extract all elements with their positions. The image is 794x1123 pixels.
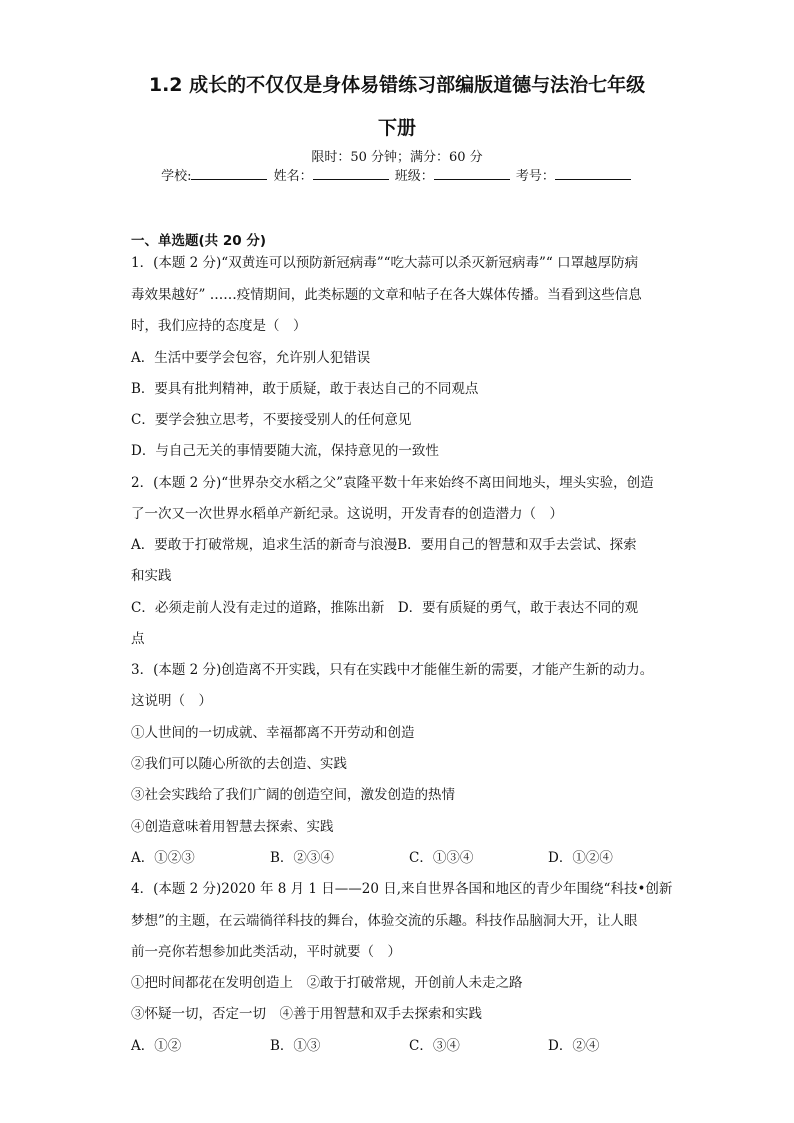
question-3-statement: ①人世间的一切成就、幸福都离不开劳动和创造 — [131, 725, 415, 741]
question-2-option-cd[interactable]: C．必须走前人没有走过的道路，推陈出新 D．要有质疑的勇气，敢于表达不同的观 — [131, 600, 639, 616]
question-4-option-c[interactable]: C．③④ — [409, 1038, 460, 1054]
question-3-statement: ③社会实践给了我们广阔的创造空间，激发创造的热情 — [131, 787, 455, 803]
question-1-line: 毒效果越好” ……疫情期间，此类标题的文章和帖子在各大媒体传播。当看到这些信息 — [131, 287, 642, 303]
question-3-option-a[interactable]: A．①②③ — [131, 850, 195, 866]
question-3-statement: ④创造意味着用智慧去探索、实践 — [131, 819, 334, 835]
school-label: 学校: — [161, 169, 192, 184]
question-2-option-b-cont[interactable]: 和实践 — [131, 568, 172, 584]
question-2-option-ab[interactable]: A．要敢于打破常规，追求生活的新奇与浪漫B．要用自己的智慧和双手去尝试、探索 — [131, 537, 637, 553]
question-1-option-d[interactable]: D．与自己无关的事情要随大流，保持意见的一致性 — [131, 443, 439, 459]
question-4-statement: ①把时间都花在发明创造上 ②敢于打破常规，开创前人未走之路 — [131, 975, 523, 991]
question-2-line: 了一次又一次世界水稻单产新纪录。这说明，开发青春的创造潜力（ ） — [131, 506, 563, 522]
student-info-fields — [0, 165, 794, 184]
question-1-option-a[interactable]: A．生活中要学会包容，允许别人犯错误 — [131, 350, 371, 366]
school-blank[interactable] — [191, 167, 267, 180]
question-3-line: 3．(本题 2 分)创造离不开实践，只有在实践中才能催生新的需要，才能产生新的动力。 — [131, 662, 654, 678]
question-3-option-d[interactable]: D．①②④ — [548, 850, 613, 866]
question-2-line: 2．(本题 2 分)“世界杂交水稻之父”袁隆平数十年来始终不离田间地头，埋头实验，创造 — [131, 475, 654, 491]
name-blank[interactable] — [313, 167, 389, 180]
question-3-option-b[interactable]: B．②③④ — [270, 850, 334, 866]
exam-limits: 限时：50 分钟；满分：60 分 — [311, 150, 483, 165]
question-1-line: 时，我们应持的态度是（ ） — [131, 318, 307, 334]
section-title: 一、单选题(共 20 分) — [131, 233, 267, 249]
class-label: 班级： — [394, 169, 434, 184]
question-3-statement: ②我们可以随心所欲的去创造、实践 — [131, 756, 347, 772]
question-4-line: 梦想”的主题，在云端徜徉科技的舞台，体验交流的乐趣。科技作品脑洞大开，让人眼 — [131, 913, 638, 929]
class-blank[interactable] — [434, 167, 510, 180]
question-1-option-c[interactable]: C．要学会独立思考，不要接受别人的任何意见 — [131, 412, 412, 428]
question-1-line: 1．(本题 2 分)“双黄连可以预防新冠病毒”“吃大蒜可以杀灭新冠病毒”“ 口罩越厚防病 — [131, 255, 639, 271]
page-title-line-2: 下册 — [377, 117, 416, 139]
question-3-line: 这说明（ ） — [131, 693, 212, 709]
page-title-line-1: 1.2 成长的不仅仅是身体易错练习部编版道德与法治七年级 — [148, 74, 646, 96]
question-1-option-b[interactable]: B．要具有批判精神，敢于质疑，敢于表达自己的不同观点 — [131, 381, 479, 397]
question-4-line: 前一亮你若想参加此类活动，平时就要（ ） — [131, 944, 401, 960]
question-4-option-b[interactable]: B．①③ — [270, 1038, 321, 1054]
id-label: 考号： — [515, 169, 555, 184]
question-4-option-d[interactable]: D．②④ — [548, 1038, 600, 1054]
question-4-statement: ③怀疑一切，否定一切 ④善于用智慧和双手去探索和实践 — [131, 1006, 482, 1022]
question-4-option-a[interactable]: A．①② — [131, 1038, 182, 1054]
id-blank[interactable] — [555, 167, 631, 180]
question-3-option-c[interactable]: C．①③④ — [409, 850, 474, 866]
question-2-option-d-cont[interactable]: 点 — [131, 631, 145, 647]
question-4-line: 4．(本题 2 分)2020 年 8 月 1 日——20 日,来自世界各国和地区的青少年围绕“科技•创新 — [131, 881, 673, 897]
name-label: 姓名： — [273, 169, 313, 184]
